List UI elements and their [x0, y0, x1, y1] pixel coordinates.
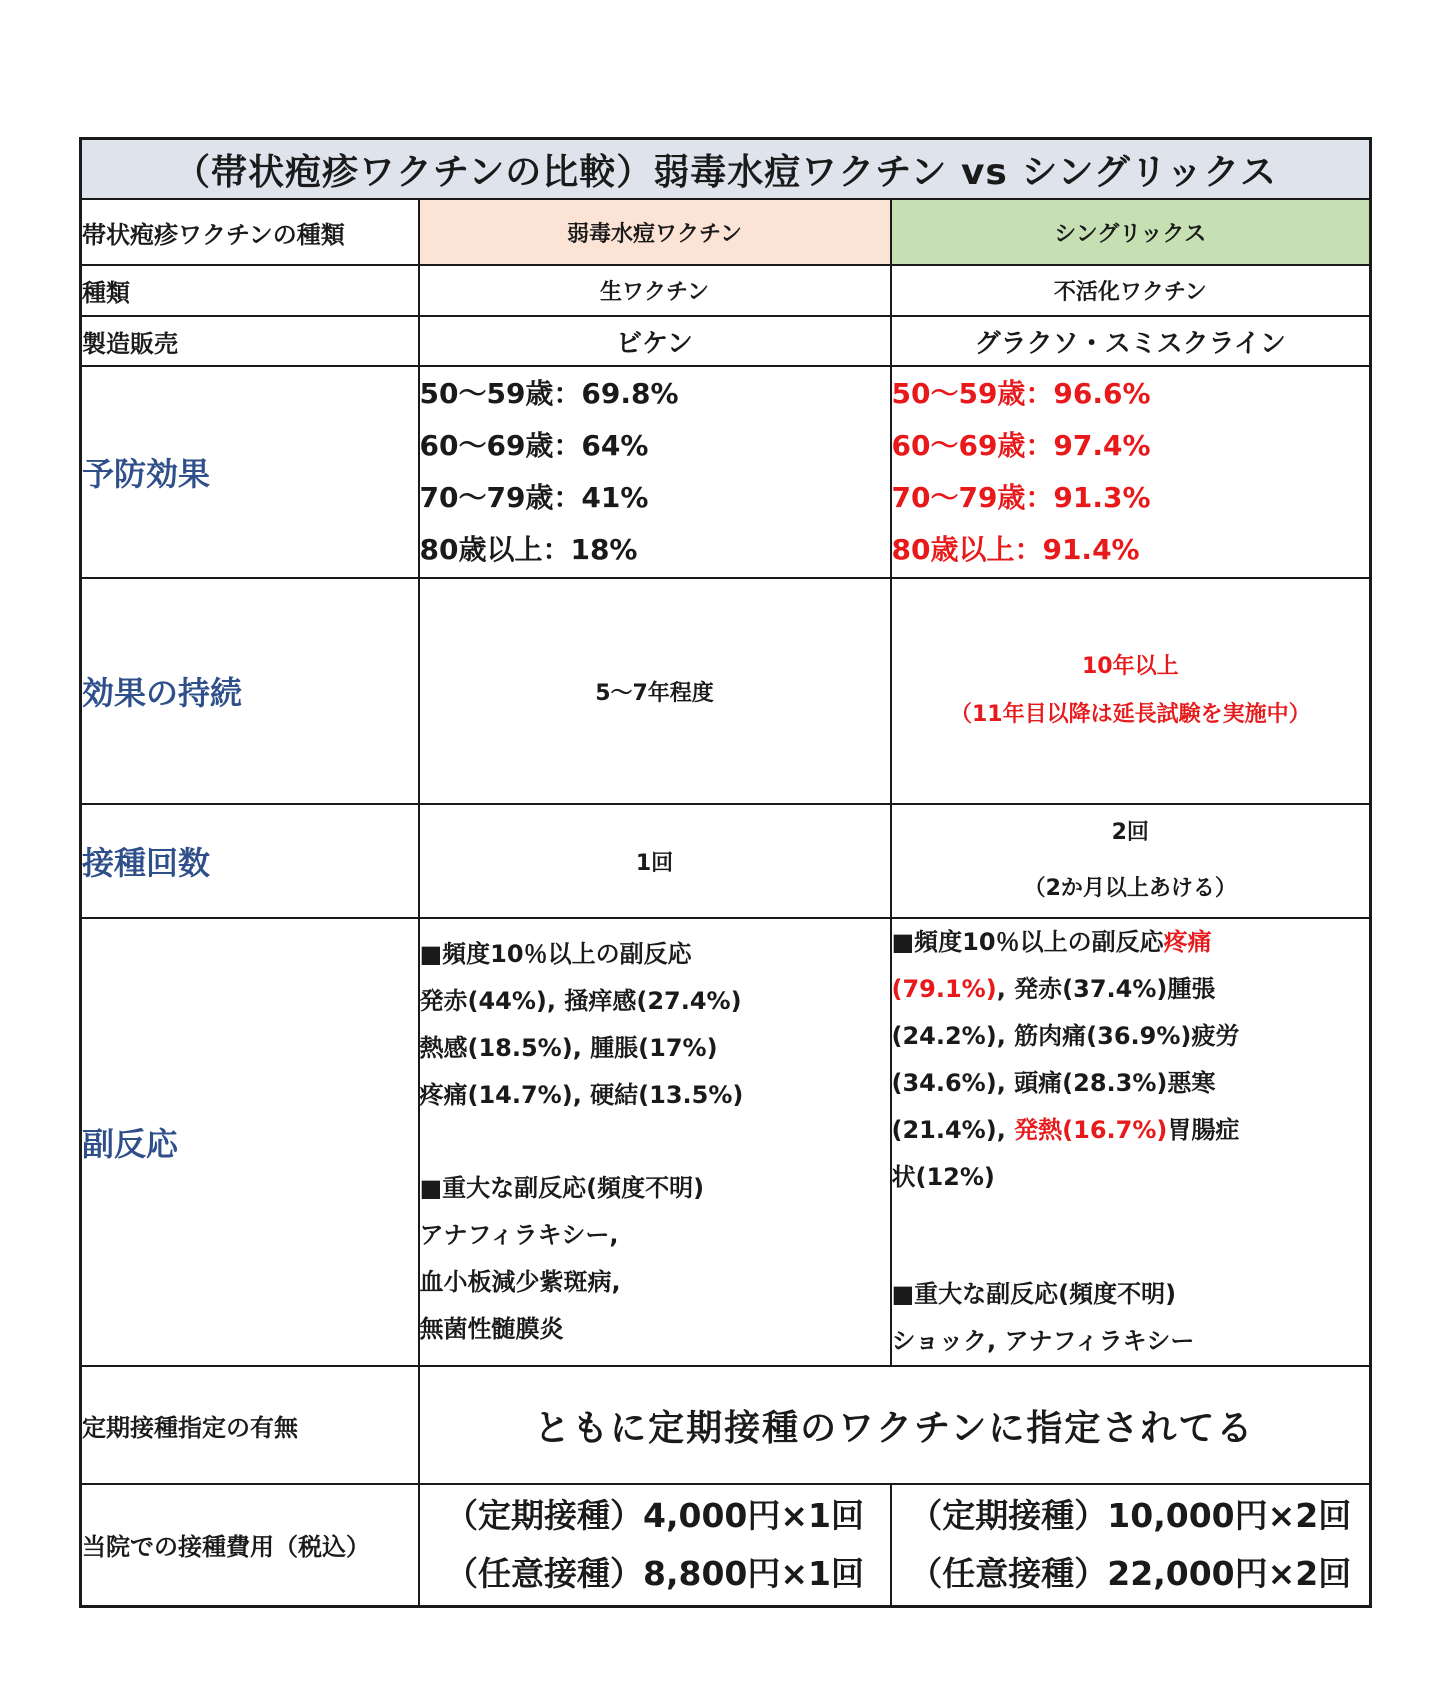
- side-effects-line: [892, 966, 1370, 1013]
- side-effects-shingrix: [891, 918, 1371, 1366]
- cost-live: [419, 1484, 891, 1606]
- side-effects-item: 発赤(44%), 掻痒感(27.4%): [419, 987, 742, 1015]
- row-cost: [81, 1484, 1371, 1606]
- efficacy-shingrix-item: 70～79歳：91.3%: [891, 481, 1151, 514]
- doses-shingrix: [891, 804, 1371, 918]
- row-routine: [81, 1366, 1371, 1484]
- row-doses: [81, 804, 1371, 918]
- manufacturer-shingrix: グラクソ・スミスクライン: [891, 316, 1371, 366]
- table-title: （帯状疱疹ワクチンの比較）弱毒水痘ワクチン vs シングリックス: [81, 139, 1371, 200]
- highlight-pain: 疼痛: [1163, 928, 1212, 956]
- routine-value: ともに定期接種のワクチンに指定されてる: [419, 1366, 1371, 1484]
- header-shingrix: シングリックス: [891, 199, 1371, 265]
- duration-shingrix-main: 10年以上: [1081, 654, 1179, 679]
- highlight-pain-rate: (79.1%): [891, 975, 997, 1003]
- row-efficacy: [81, 366, 1371, 578]
- efficacy-live-item: 80歳以上：18%: [419, 533, 638, 566]
- label-kind: 種類: [81, 265, 419, 316]
- kind-live: 生ワクチン: [419, 265, 891, 316]
- side-effects-item: 無菌性髄膜炎: [419, 1315, 564, 1343]
- row-kind: [81, 265, 1371, 316]
- cost-line: （定期接種）4,000円×1回: [445, 1495, 864, 1535]
- efficacy-live-item: 70～79歳：41%: [419, 481, 649, 514]
- side-effects-common-heading: ■頻度10％以上の副反応: [419, 940, 692, 968]
- cost-line: （定期接種）10,000円×2回: [909, 1495, 1352, 1535]
- side-effects-line: (34.6%), 頭痛(28.3%)悪寒: [891, 1069, 1216, 1097]
- side-effects-serious-heading: ■重大な副反応(頻度不明): [891, 1280, 1177, 1308]
- cost-line: （任意接種）22,000円×2回: [909, 1553, 1352, 1593]
- doses-shingrix-main: 2回: [1111, 820, 1149, 845]
- vaccine-comparison-table: [79, 137, 1372, 1608]
- row-manufacturer: [81, 316, 1371, 366]
- efficacy-shingrix-item: 80歳以上：91.4%: [891, 533, 1140, 566]
- side-effects-common-heading: ■頻度10％以上の副反応: [891, 928, 1164, 956]
- side-effects-item: アナフィラキシー,: [419, 1221, 619, 1249]
- efficacy-live: [419, 366, 891, 578]
- kind-shingrix: 不活化ワクチン: [891, 265, 1371, 316]
- row-side-effects: [81, 918, 1371, 1366]
- spacer: [420, 1119, 890, 1165]
- label-cost: 当院での接種費用（税込）: [81, 1484, 419, 1606]
- title-row: [81, 139, 1371, 200]
- label-manufacturer: 製造販売: [81, 316, 419, 366]
- duration-shingrix-note: （11年目以降は延長試験を実施中）: [949, 702, 1311, 727]
- efficacy-shingrix-item: 60～69歳：97.4%: [891, 429, 1151, 462]
- side-effects-item: 血小板減少紫斑病,: [419, 1268, 621, 1296]
- side-effects-item: 疼痛(14.7%), 硬結(13.5%): [419, 1081, 744, 1109]
- side-effects-item: 熱感(18.5%), 腫脹(17%): [419, 1034, 718, 1062]
- efficacy-shingrix-item: 50～59歳：96.6%: [891, 377, 1151, 410]
- side-effects-text: (21.4%),: [891, 1116, 1015, 1144]
- doses-shingrix-note: （2か月以上あける）: [1023, 876, 1237, 901]
- side-effects-line: 状(12%): [891, 1163, 995, 1191]
- row-duration: [81, 578, 1371, 804]
- label-vaccine-type: 帯状疱疹ワクチンの種類: [81, 199, 419, 265]
- side-effects-line: [892, 919, 1370, 966]
- cost-shingrix: [891, 1484, 1371, 1606]
- side-effects-text: 胃腸症: [1167, 1116, 1240, 1144]
- label-efficacy: 予防効果: [81, 366, 419, 578]
- efficacy-shingrix: [891, 366, 1371, 578]
- efficacy-live-item: 60～69歳：64%: [419, 429, 649, 462]
- side-effects-live: [419, 918, 891, 1366]
- highlight-fever: 発熱(16.7%): [1014, 1116, 1168, 1144]
- side-effects-item: ショック, アナフィラキシー: [891, 1327, 1195, 1355]
- manufacturer-live: ビケン: [419, 316, 891, 366]
- duration-shingrix: [891, 578, 1371, 804]
- label-duration: 効果の持続: [81, 578, 419, 804]
- efficacy-live-item: 50～59歳：69.8%: [419, 377, 679, 410]
- row-vaccine-type: [81, 199, 1371, 265]
- label-routine: 定期接種指定の有無: [81, 1366, 419, 1484]
- label-doses: 接種回数: [81, 804, 419, 918]
- side-effects-line: [892, 1107, 1370, 1154]
- label-side-effects: 副反応: [81, 918, 419, 1366]
- side-effects-serious-heading: ■重大な副反応(頻度不明): [419, 1174, 705, 1202]
- side-effects-text: , 発赤(37.4%)腫張: [996, 975, 1216, 1003]
- header-live-vaccine: 弱毒水痘ワクチン: [419, 199, 891, 265]
- side-effects-line: (24.2%), 筋肉痛(36.9%)疲労: [891, 1022, 1240, 1050]
- spacer: [892, 1201, 1370, 1271]
- doses-live: 1回: [419, 804, 891, 918]
- duration-live: 5～7年程度: [419, 578, 891, 804]
- cost-line: （任意接種）8,800円×1回: [445, 1553, 864, 1593]
